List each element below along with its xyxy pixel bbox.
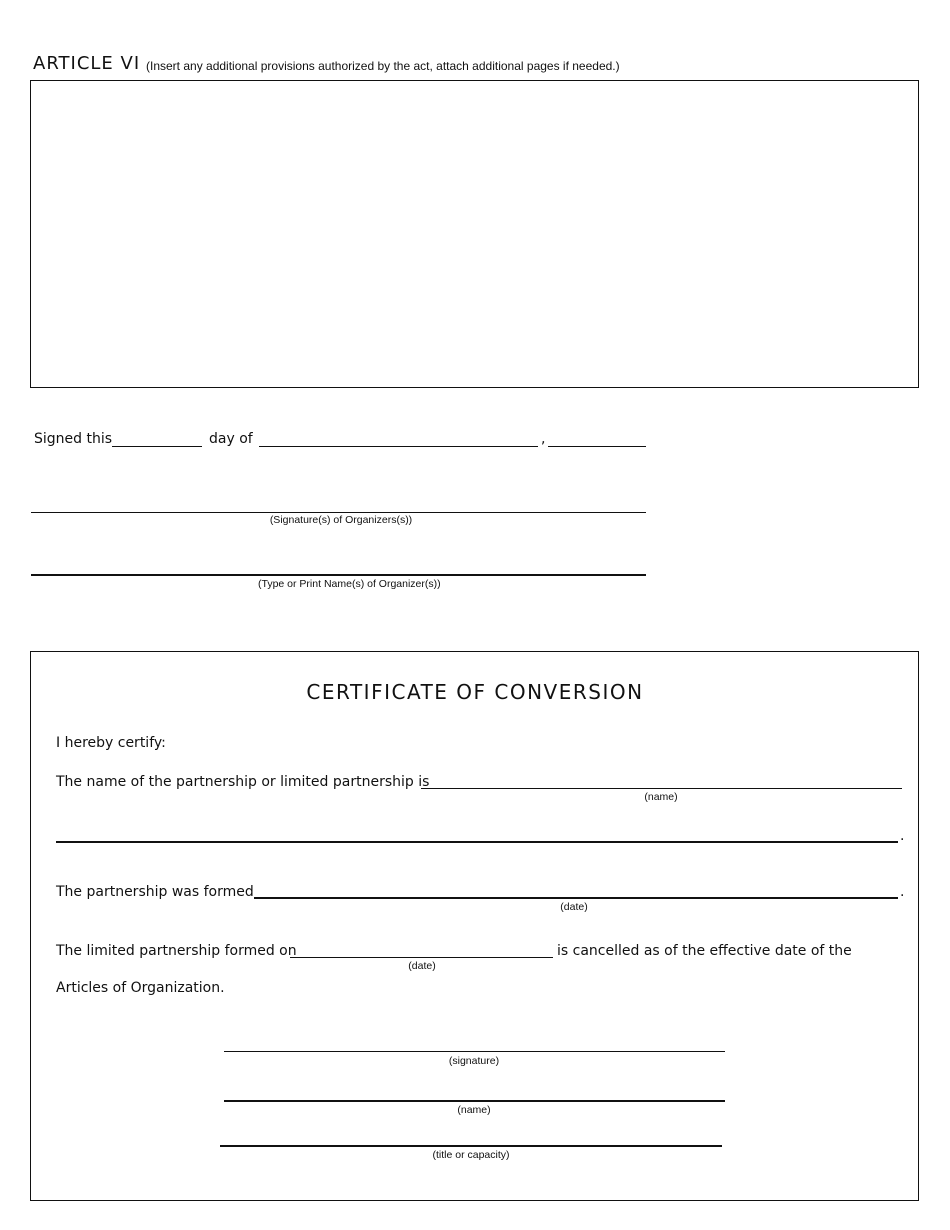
certificate-title: CERTIFICATE OF CONVERSION (306, 680, 644, 704)
lp-formed-on-label: The limited partnership formed on (56, 943, 297, 959)
additional-provisions-field[interactable] (30, 80, 919, 388)
period-after-name: . (900, 828, 905, 844)
certificate-signer-name-caption: (name) (457, 1104, 491, 1116)
partnership-formed-label: The partnership was formed (56, 884, 254, 900)
organizer-print-name-caption: (Type or Print Name(s) of Organizer(s)) (258, 578, 441, 590)
lp-formed-date-field[interactable] (290, 940, 553, 958)
certificate-signature-caption: (signature) (448, 1055, 500, 1067)
certificate-of-conversion-box (30, 651, 919, 1201)
comma-separator: , (541, 431, 546, 447)
certify-label: I hereby certify: (56, 735, 166, 751)
certificate-title-capacity-caption: (title or capacity) (432, 1149, 510, 1161)
lp-formed-date-caption: (date) (408, 960, 436, 972)
certificate-signature-field[interactable] (224, 1030, 725, 1052)
partnership-name-label: The name of the partnership or limited partnership is (56, 774, 430, 790)
article-title: ARTICLE VI (33, 53, 141, 74)
signed-month-field[interactable] (259, 432, 538, 447)
cancelled-label: is cancelled as of the effective date of the (557, 943, 852, 959)
articles-of-organization-label: Articles of Organization. (56, 980, 225, 996)
partnership-formed-date-field[interactable] (254, 880, 898, 899)
signed-this-label: Signed this (34, 431, 113, 447)
certificate-signer-name-field[interactable] (224, 1080, 725, 1102)
period-after-formed: . (900, 884, 905, 900)
partnership-name-caption: (name) (644, 791, 678, 803)
day-of-label: day of (209, 431, 253, 447)
signed-year-field[interactable] (548, 432, 646, 447)
organizer-signature-caption: (Signature(s) of Organizers(s)) (269, 514, 413, 526)
formed-date-caption: (date) (560, 901, 588, 913)
article-instruction-note: (Insert any additional provisions authorized by the act, attach additional pages if needed.) (146, 59, 620, 73)
signed-day-field[interactable] (112, 432, 202, 447)
partnership-name-field[interactable] (421, 770, 902, 789)
certificate-title-capacity-field[interactable] (220, 1126, 722, 1147)
organizer-signature-field[interactable] (31, 490, 646, 513)
organizer-print-name-field[interactable] (31, 554, 646, 576)
partnership-name-continued-field[interactable] (56, 822, 898, 843)
